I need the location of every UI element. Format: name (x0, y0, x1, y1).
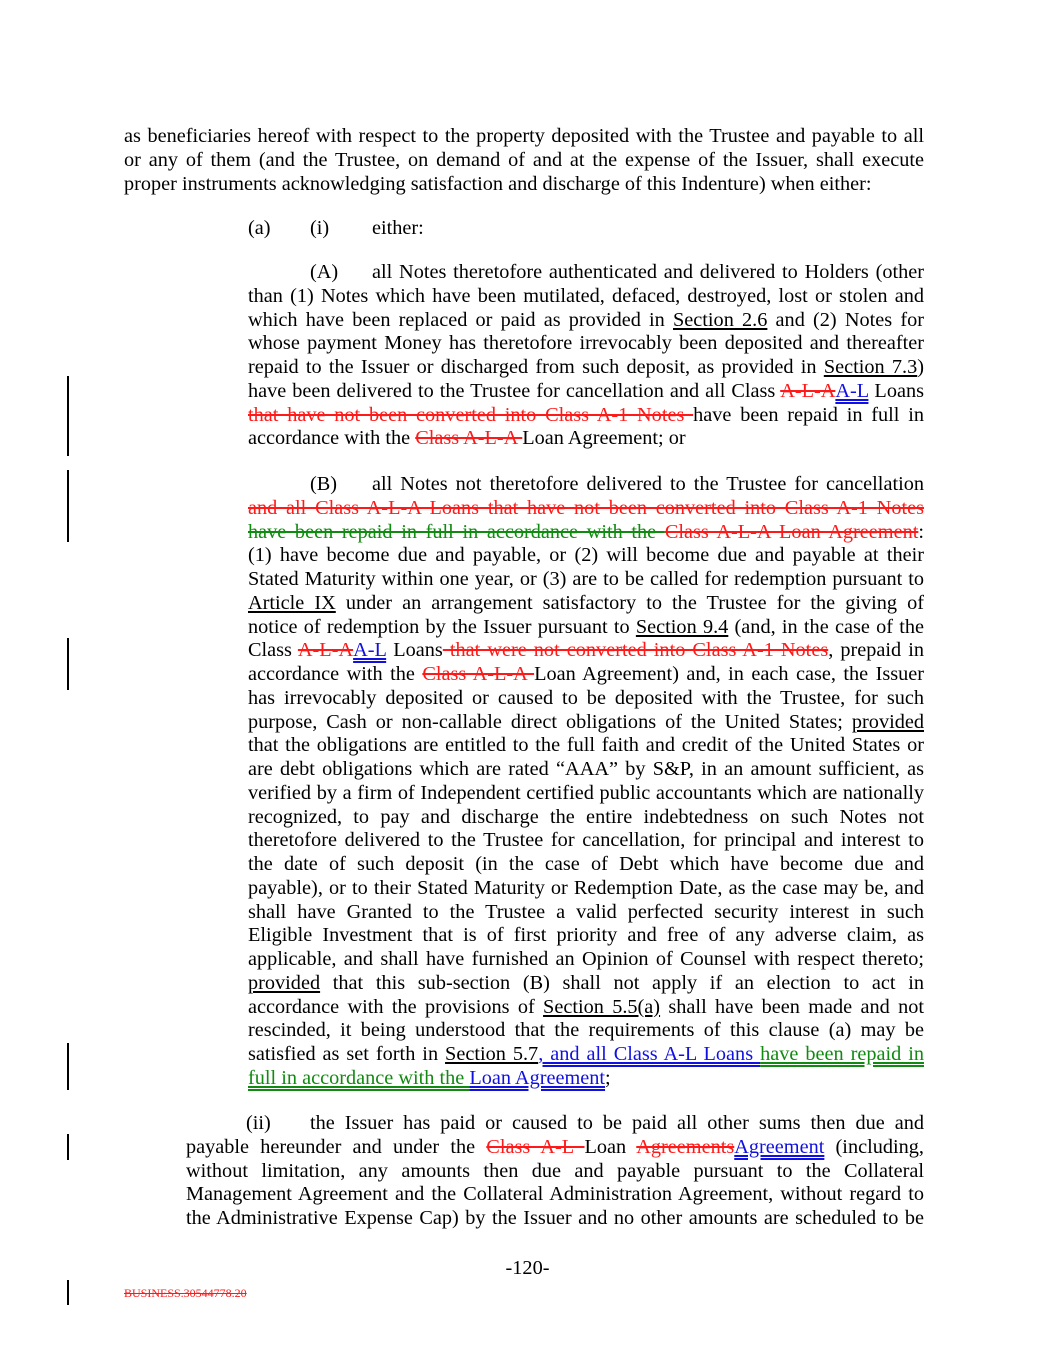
footer-document-id-deleted: BUSINESS.30544778.20 (124, 1286, 247, 1300)
deleted-text: Agreements (636, 1135, 735, 1158)
deleted-text: A-L-A (297, 639, 354, 662)
deleted-text: that were not converted into Class A-1 Notes (442, 639, 829, 662)
text-line (248, 877, 924, 901)
text-line (186, 1183, 924, 1207)
text-run: accordance with the (248, 427, 416, 450)
text-line (248, 972, 924, 996)
text-line (186, 1160, 924, 1184)
text-line (248, 356, 924, 380)
text-run: the date of such deposit (in the case of Debt which have become due and (248, 853, 924, 875)
text-line (248, 1019, 924, 1043)
paragraph-clause-A (248, 261, 924, 451)
text-run: proper instruments acknowledging satisfaction and discharge of this Indenture) when either: (124, 172, 872, 195)
text-run: verified by a firm of Independent certified public accountants which are nationally (248, 781, 924, 804)
text-line (248, 261, 924, 285)
text-line (248, 758, 924, 782)
change-bar (67, 1043, 69, 1090)
text-line (186, 1112, 924, 1136)
text-run: payable), or to their Stated Maturity or Redemption Date, as the case may be, and (248, 876, 924, 899)
clause-label: (i) (310, 217, 330, 239)
text-line (248, 901, 924, 925)
clause-label: (A) (310, 261, 339, 283)
cross-reference-link[interactable]: provided (248, 971, 321, 994)
text-run: (and, in the case of the (728, 615, 924, 638)
change-bar (67, 1134, 69, 1160)
text-run: Loan Agreement; or (522, 427, 686, 450)
text-line (248, 217, 924, 241)
text-line (248, 404, 924, 428)
text-run: Stated Maturity within one year, or (3) are to be called for redemption pursuant to (248, 568, 924, 590)
text-run: Loan Agreement) and, in each case, the Issuer (534, 663, 925, 685)
text-run: payable hereunder and under the (186, 1135, 487, 1158)
text-run: accordance with the (248, 663, 423, 685)
text-line (248, 616, 924, 640)
moved-from-text: have been repaid in full in accordance with the (248, 520, 665, 543)
text-line (248, 948, 924, 972)
text-run: Loan (584, 1135, 637, 1158)
text-run: the Administrative Expense Cap) by the Issuer and no other amounts are scheduled to be (186, 1207, 924, 1229)
text-line (124, 173, 924, 197)
text-line (124, 125, 924, 149)
text-run: ) (917, 356, 924, 378)
text-run: whose payment Money has theretofore irrevocably been deposited and thereafter (248, 332, 924, 355)
paragraph-clause-ii (186, 1112, 924, 1231)
text-run: than (1) Notes which have been mutilated, defaced, destroyed, lost or stolen and (248, 284, 924, 307)
paragraph-clause-B (248, 473, 924, 1091)
text-run: all Notes not theretofore delivered to the Trustee for cancellation (372, 473, 924, 495)
text-run: have been repaid in full in (693, 403, 924, 426)
text-run: all Notes theretofore authenticated and delivered to Holders (other (372, 261, 924, 283)
text-run: notice of redemption by the Issuer pursuant to (248, 615, 636, 638)
text-line (248, 1067, 924, 1091)
text-line (248, 853, 924, 877)
text-run: either: (372, 217, 424, 239)
cross-reference-link[interactable]: Section 2.6 (673, 308, 768, 331)
cross-reference-link[interactable]: Article IX (248, 591, 336, 614)
text-run: satisfied as set forth in (248, 1043, 446, 1065)
text-run: applicable, and shall have furnished an Opinion of Counsel with respect thereto; (248, 948, 924, 970)
text-line (248, 829, 924, 853)
text-line (248, 734, 924, 758)
text-run: under an arrangement satisfactory to the Trustee for the giving of (335, 591, 925, 614)
text-line (248, 782, 924, 806)
text-run: (1) have become due and payable, or (2) will become due and payable at their (248, 544, 924, 567)
text-line (186, 1136, 924, 1160)
paragraph-clause-a (248, 217, 924, 241)
text-run: have been delivered to the Trustee for cancellation and all Class (248, 379, 781, 402)
text-line (248, 521, 924, 545)
deleted-text: Class A-L-A (422, 663, 535, 685)
text-run: which have been replaced or paid as provided in (248, 308, 673, 331)
cross-reference-link[interactable]: provided (851, 710, 924, 733)
moved-to-text: have been repaid in (760, 1043, 924, 1065)
text-line (248, 711, 924, 735)
text-line (248, 568, 924, 592)
text-run: shall have Granted to the Trustee a valid perfected security interest in such (248, 900, 924, 923)
text-line (248, 427, 924, 451)
inserted-text: Loan Agreement (469, 1066, 606, 1089)
inserted-text: A-L (835, 379, 869, 402)
text-run: Eligible Investment that is of first priority and free of any adverse claim, as (248, 924, 924, 947)
cross-reference-link[interactable]: Section 5.7 (445, 1043, 539, 1065)
text-run: Loans (868, 379, 924, 402)
text-run: repaid to the Issuer or discharged from such deposit, as provided in (248, 356, 824, 378)
cross-reference-link[interactable]: Section 5.5(a) (543, 995, 661, 1018)
text-run: Class (248, 639, 298, 662)
text-run: are debt obligations which are rated “AAA” by S&P, in an amount sufficient, as (248, 758, 924, 780)
text-run: or any of them (and the Trustee, on demand of and at the expense of the Issuer, shall execute (124, 148, 924, 171)
text-run: as beneficiaries hereof with respect to the property deposited with the Trustee and payable to all (124, 125, 924, 147)
text-line (248, 544, 924, 568)
text-line (248, 806, 924, 830)
text-run: accordance with the provisions of (248, 995, 544, 1018)
deleted-text: and all Class A-L-A Loans that have not been converted into Class A-1 Notes (248, 496, 924, 519)
text-run: without limitation, any amounts then due and payable pursuant to the Collateral (186, 1159, 924, 1182)
change-bar (67, 470, 69, 542)
text-line (248, 473, 924, 497)
text-run: rescinded, it being understood that the requirements of this clause (a) may be (248, 1019, 924, 1042)
text-run: theretofore delivered to the Trustee for cancellation, for principal and interest to (248, 829, 924, 852)
text-line (248, 309, 924, 333)
text-line (248, 924, 924, 948)
clause-label: (ii) (246, 1112, 271, 1134)
deleted-text: Class A-L (486, 1135, 585, 1158)
text-run: , prepaid in (828, 639, 925, 662)
inserted-text: Agreement (734, 1135, 825, 1158)
deleted-text: Class A-L-A (415, 427, 523, 450)
deleted-text: Class A-L-A Loan Agreement (664, 520, 919, 543)
cross-reference-link[interactable]: Section 7.3 (823, 356, 918, 378)
page-number: -120- (505, 1257, 550, 1279)
change-bar (67, 1280, 69, 1305)
clause-label: (a) (248, 217, 271, 239)
text-run: that the obligations are entitled to the full faith and credit of the United States or (248, 734, 924, 757)
text-run: purpose, Cash or non-callable direct obligations of the United States; (248, 710, 852, 733)
text-run: recognized, to pay and discharge the entire indebtedness on such Notes not (248, 805, 924, 828)
text-run: has irrevocably deposited or caused to be deposited with the Trustee, for such (248, 686, 924, 709)
deleted-text: that have not been converted into Class A-1 Notes (248, 403, 694, 426)
text-line (248, 380, 924, 404)
inserted-text: , and all Class A-L Loans (538, 1043, 761, 1065)
text-line (186, 1207, 924, 1231)
text-run: Management Agreement and the Collateral Administration Agreement, without regard to (186, 1183, 924, 1206)
text-line (248, 1043, 924, 1067)
text-run: : (918, 520, 924, 543)
text-line (248, 996, 924, 1020)
clause-label: (B) (310, 473, 338, 495)
cross-reference-link[interactable]: Section 9.4 (635, 615, 729, 638)
paragraph-intro (124, 125, 924, 196)
deleted-text: A-L-A (780, 379, 836, 402)
text-line (248, 285, 924, 309)
moved-to-text: full in accordance with the (248, 1066, 470, 1089)
text-run: that this sub-section (B) shall not apply if an election to act in (320, 971, 924, 994)
text-line (248, 639, 924, 663)
text-run: ; (605, 1066, 611, 1089)
text-run: Loans (386, 639, 443, 662)
change-bar (67, 376, 69, 456)
text-run: (including, (824, 1135, 924, 1158)
inserted-text: A-L (353, 639, 387, 662)
text-run: shall have been made and not (660, 995, 925, 1018)
text-line (248, 592, 924, 616)
change-bar (67, 638, 69, 690)
text-line (248, 687, 924, 711)
text-line (248, 497, 924, 521)
text-line (248, 663, 924, 687)
text-run: and (2) Notes for (767, 308, 924, 331)
text-line (248, 332, 924, 356)
text-line (124, 149, 924, 173)
text-run: the Issuer has paid or caused to be paid all other sums then due and (310, 1112, 924, 1134)
